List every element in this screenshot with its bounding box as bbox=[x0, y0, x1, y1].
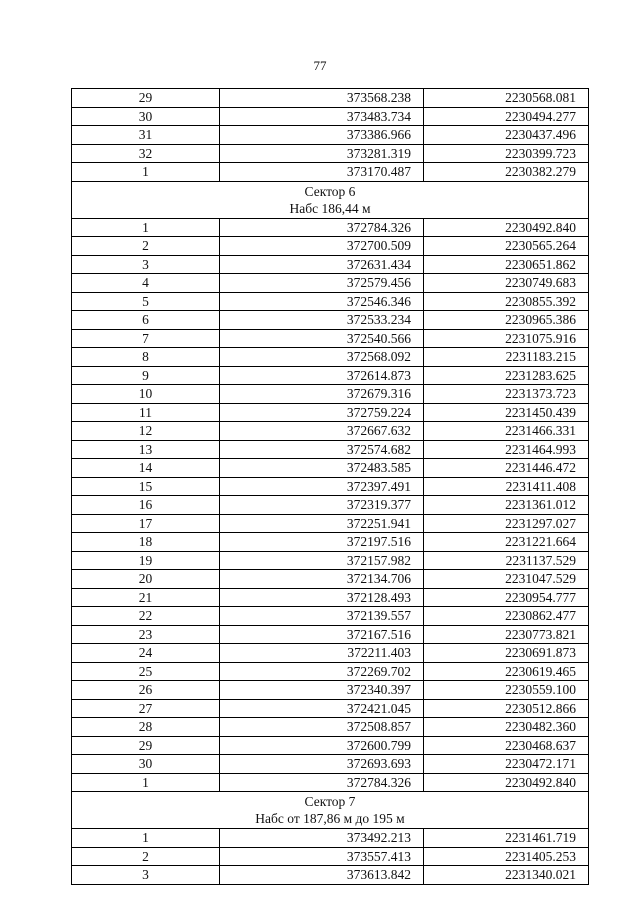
rows-block-3 bbox=[72, 829, 589, 885]
x-coordinate-cell: 372533.234 bbox=[220, 311, 424, 330]
point-number-cell: 25 bbox=[72, 662, 220, 681]
y-coordinate-cell: 2231450.439 bbox=[424, 403, 589, 422]
y-coordinate-cell: 2230749.683 bbox=[424, 274, 589, 293]
sector-7-header-group bbox=[72, 792, 589, 829]
x-coordinate-cell: 372759.224 bbox=[220, 403, 424, 422]
sector-title: Сектор 7 bbox=[304, 794, 356, 809]
y-coordinate-cell: 2231047.529 bbox=[424, 570, 589, 589]
y-coordinate-cell: 2231446.472 bbox=[424, 459, 589, 478]
point-number-cell: 4 bbox=[72, 274, 220, 293]
point-number-cell: 17 bbox=[72, 514, 220, 533]
table-row bbox=[72, 644, 589, 663]
y-coordinate-cell: 2231221.664 bbox=[424, 533, 589, 552]
x-coordinate-cell: 372319.377 bbox=[220, 496, 424, 515]
x-coordinate-cell: 372574.682 bbox=[220, 440, 424, 459]
point-number-cell: 10 bbox=[72, 385, 220, 404]
y-coordinate-cell: 2230437.496 bbox=[424, 126, 589, 145]
point-number-cell: 14 bbox=[72, 459, 220, 478]
table-row bbox=[72, 681, 589, 700]
y-coordinate-cell: 2230568.081 bbox=[424, 89, 589, 108]
x-coordinate-cell: 373483.734 bbox=[220, 107, 424, 126]
x-coordinate-cell: 372157.982 bbox=[220, 551, 424, 570]
table-row bbox=[72, 847, 589, 866]
x-coordinate-cell: 372540.566 bbox=[220, 329, 424, 348]
point-number-cell: 1 bbox=[72, 773, 220, 792]
y-coordinate-cell: 2230651.862 bbox=[424, 255, 589, 274]
point-number-cell: 7 bbox=[72, 329, 220, 348]
y-coordinate-cell: 2230855.392 bbox=[424, 292, 589, 311]
point-number-cell: 3 bbox=[72, 866, 220, 885]
page-number: 77 bbox=[313, 58, 327, 73]
point-number-cell: 15 bbox=[72, 477, 220, 496]
sector-6-header-group bbox=[72, 181, 589, 218]
y-coordinate-cell: 2230965.386 bbox=[424, 311, 589, 330]
point-number-cell: 20 bbox=[72, 570, 220, 589]
x-coordinate-cell: 372508.857 bbox=[220, 718, 424, 737]
table-row bbox=[72, 292, 589, 311]
x-coordinate-cell: 373170.487 bbox=[220, 163, 424, 182]
x-coordinate-cell: 372679.316 bbox=[220, 385, 424, 404]
table-row bbox=[72, 829, 589, 848]
point-number-cell: 24 bbox=[72, 644, 220, 663]
x-coordinate-cell: 372251.941 bbox=[220, 514, 424, 533]
point-number-cell: 29 bbox=[72, 736, 220, 755]
point-number-cell: 21 bbox=[72, 588, 220, 607]
x-coordinate-cell: 372340.397 bbox=[220, 681, 424, 700]
point-number-cell: 3 bbox=[72, 255, 220, 274]
x-coordinate-cell: 372134.706 bbox=[220, 570, 424, 589]
x-coordinate-cell: 372128.493 bbox=[220, 588, 424, 607]
y-coordinate-cell: 2231361.012 bbox=[424, 496, 589, 515]
table-row bbox=[72, 533, 589, 552]
y-coordinate-cell: 2230482.360 bbox=[424, 718, 589, 737]
x-coordinate-cell: 372483.585 bbox=[220, 459, 424, 478]
table-row bbox=[72, 274, 589, 293]
point-number-cell: 2 bbox=[72, 237, 220, 256]
table-row bbox=[72, 496, 589, 515]
y-coordinate-cell: 2231461.719 bbox=[424, 829, 589, 848]
point-number-cell: 1 bbox=[72, 163, 220, 182]
x-coordinate-cell: 372700.509 bbox=[220, 237, 424, 256]
x-coordinate-cell: 373613.842 bbox=[220, 866, 424, 885]
table-row bbox=[72, 348, 589, 367]
table-row bbox=[72, 422, 589, 441]
y-coordinate-cell: 2231464.993 bbox=[424, 440, 589, 459]
table-row bbox=[72, 459, 589, 478]
y-coordinate-cell: 2230619.465 bbox=[424, 662, 589, 681]
point-number-cell: 2 bbox=[72, 847, 220, 866]
point-number-cell: 26 bbox=[72, 681, 220, 700]
x-coordinate-cell: 373568.238 bbox=[220, 89, 424, 108]
sector-header-row bbox=[72, 792, 589, 829]
table-row bbox=[72, 588, 589, 607]
x-coordinate-cell: 373557.413 bbox=[220, 847, 424, 866]
y-coordinate-cell: 2230382.279 bbox=[424, 163, 589, 182]
table-row bbox=[72, 329, 589, 348]
table-row bbox=[72, 607, 589, 626]
table-row bbox=[72, 403, 589, 422]
table-row bbox=[72, 570, 589, 589]
y-coordinate-cell: 2230773.821 bbox=[424, 625, 589, 644]
table-row bbox=[72, 551, 589, 570]
table-row bbox=[72, 237, 589, 256]
sector-header-cell bbox=[72, 181, 589, 218]
sector-title: Сектор 6 bbox=[304, 183, 356, 199]
table-row bbox=[72, 866, 589, 885]
sector-header-cell bbox=[72, 792, 589, 829]
table-row bbox=[72, 311, 589, 330]
table-row bbox=[72, 126, 589, 145]
point-number-cell: 30 bbox=[72, 755, 220, 774]
table-row bbox=[72, 736, 589, 755]
table-row bbox=[72, 773, 589, 792]
y-coordinate-cell: 2231283.625 bbox=[424, 366, 589, 385]
point-number-cell: 12 bbox=[72, 422, 220, 441]
x-coordinate-cell: 372568.092 bbox=[220, 348, 424, 367]
x-coordinate-cell: 372269.702 bbox=[220, 662, 424, 681]
y-coordinate-cell: 2230862.477 bbox=[424, 607, 589, 626]
y-coordinate-cell: 2230691.873 bbox=[424, 644, 589, 663]
table-row bbox=[72, 255, 589, 274]
y-coordinate-cell: 2230468.637 bbox=[424, 736, 589, 755]
point-number-cell: 23 bbox=[72, 625, 220, 644]
point-number-cell: 27 bbox=[72, 699, 220, 718]
y-coordinate-cell: 2230512.866 bbox=[424, 699, 589, 718]
table-row bbox=[72, 514, 589, 533]
point-number-cell: 1 bbox=[72, 218, 220, 237]
point-number-cell: 32 bbox=[72, 144, 220, 163]
y-coordinate-cell: 2230472.171 bbox=[424, 755, 589, 774]
y-coordinate-cell: 2231137.529 bbox=[424, 551, 589, 570]
point-number-cell: 8 bbox=[72, 348, 220, 367]
y-coordinate-cell: 2231405.253 bbox=[424, 847, 589, 866]
table-row bbox=[72, 89, 589, 108]
x-coordinate-cell: 372579.456 bbox=[220, 274, 424, 293]
point-number-cell: 5 bbox=[72, 292, 220, 311]
y-coordinate-cell: 2230565.264 bbox=[424, 237, 589, 256]
y-coordinate-cell: 2230954.777 bbox=[424, 588, 589, 607]
point-number-cell: 18 bbox=[72, 533, 220, 552]
table-row bbox=[72, 755, 589, 774]
y-coordinate-cell: 2231340.021 bbox=[424, 866, 589, 885]
x-coordinate-cell: 372693.693 bbox=[220, 755, 424, 774]
point-number-cell: 22 bbox=[72, 607, 220, 626]
sector-elevation: Набс от 187,86 м до 195 м bbox=[255, 811, 405, 826]
x-coordinate-cell: 372600.799 bbox=[220, 736, 424, 755]
x-coordinate-cell: 372397.491 bbox=[220, 477, 424, 496]
point-number-cell: 16 bbox=[72, 496, 220, 515]
table-row bbox=[72, 107, 589, 126]
coordinates-table bbox=[71, 88, 589, 885]
table-row bbox=[72, 625, 589, 644]
y-coordinate-cell: 2230559.100 bbox=[424, 681, 589, 700]
point-number-cell: 29 bbox=[72, 89, 220, 108]
x-coordinate-cell: 372631.434 bbox=[220, 255, 424, 274]
table-row bbox=[72, 144, 589, 163]
rows-block-1 bbox=[72, 89, 589, 182]
point-number-cell: 28 bbox=[72, 718, 220, 737]
point-number-cell: 1 bbox=[72, 829, 220, 848]
table-row bbox=[72, 440, 589, 459]
x-coordinate-cell: 372784.326 bbox=[220, 218, 424, 237]
x-coordinate-cell: 372784.326 bbox=[220, 773, 424, 792]
y-coordinate-cell: 2231466.331 bbox=[424, 422, 589, 441]
table-row bbox=[72, 699, 589, 718]
x-coordinate-cell: 372614.873 bbox=[220, 366, 424, 385]
table-row bbox=[72, 163, 589, 182]
x-coordinate-cell: 373386.966 bbox=[220, 126, 424, 145]
table-row bbox=[72, 477, 589, 496]
table-row bbox=[72, 218, 589, 237]
table-row bbox=[72, 718, 589, 737]
x-coordinate-cell: 372546.346 bbox=[220, 292, 424, 311]
point-number-cell: 19 bbox=[72, 551, 220, 570]
y-coordinate-cell: 2231075.916 bbox=[424, 329, 589, 348]
point-number-cell: 9 bbox=[72, 366, 220, 385]
x-coordinate-cell: 372139.557 bbox=[220, 607, 424, 626]
y-coordinate-cell: 2230494.277 bbox=[424, 107, 589, 126]
y-coordinate-cell: 2231411.408 bbox=[424, 477, 589, 496]
table-row bbox=[72, 662, 589, 681]
table-row bbox=[72, 366, 589, 385]
point-number-cell: 11 bbox=[72, 403, 220, 422]
table-row bbox=[72, 385, 589, 404]
point-number-cell: 13 bbox=[72, 440, 220, 459]
sector-elevation: Набс 186,44 м bbox=[289, 200, 371, 216]
y-coordinate-cell: 2230399.723 bbox=[424, 144, 589, 163]
x-coordinate-cell: 373492.213 bbox=[220, 829, 424, 848]
rows-block-2 bbox=[72, 218, 589, 792]
point-number-cell: 30 bbox=[72, 107, 220, 126]
y-coordinate-cell: 2230492.840 bbox=[424, 773, 589, 792]
x-coordinate-cell: 372167.516 bbox=[220, 625, 424, 644]
x-coordinate-cell: 372421.045 bbox=[220, 699, 424, 718]
y-coordinate-cell: 2231183.215 bbox=[424, 348, 589, 367]
x-coordinate-cell: 372667.632 bbox=[220, 422, 424, 441]
x-coordinate-cell: 372211.403 bbox=[220, 644, 424, 663]
point-number-cell: 31 bbox=[72, 126, 220, 145]
x-coordinate-cell: 373281.319 bbox=[220, 144, 424, 163]
y-coordinate-cell: 2230492.840 bbox=[424, 218, 589, 237]
y-coordinate-cell: 2231373.723 bbox=[424, 385, 589, 404]
sector-header-row bbox=[72, 181, 589, 218]
y-coordinate-cell: 2231297.027 bbox=[424, 514, 589, 533]
x-coordinate-cell: 372197.516 bbox=[220, 533, 424, 552]
point-number-cell: 6 bbox=[72, 311, 220, 330]
